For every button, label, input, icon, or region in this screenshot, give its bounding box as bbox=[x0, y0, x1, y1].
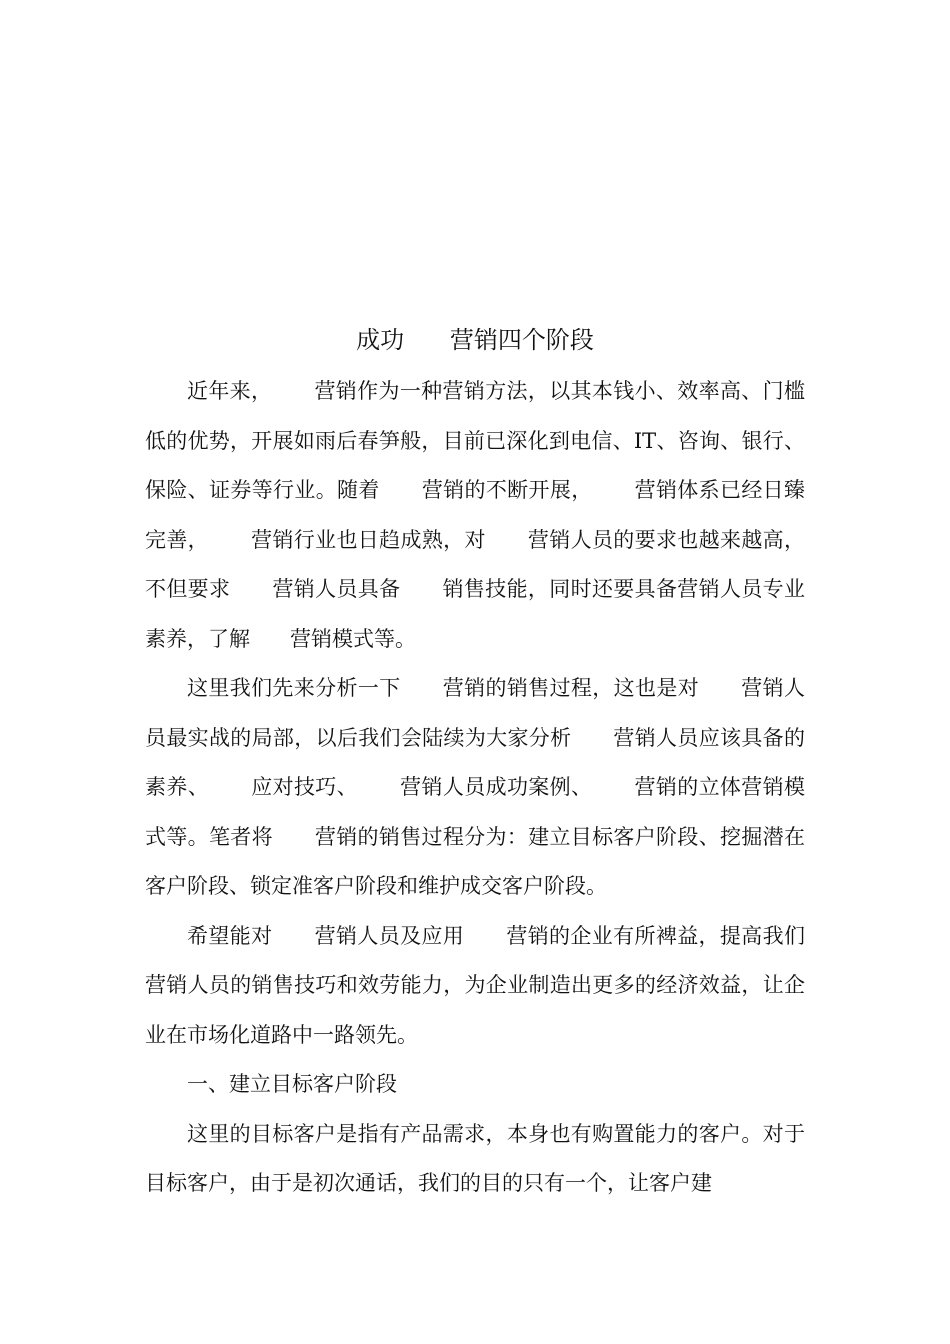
document-body bbox=[145, 367, 846, 1209]
paragraph-sales-process: 这里我们先来分析一下 营销的销售过程，这也是对 营销人员最实战的局部，以后我们会陆续为大家分析 营销人员应该具备的素养、 应对技巧、 营销人员成功案例、 营销的立体营销模式等。笔者将 营销的销售过程分为：建立目标客户阶段、挖掘潜在客户阶段、锁定准客户阶段和维护成交客户阶段。 bbox=[145, 676, 805, 898]
paragraph-target-customer: 这里的目标客户是指有产品需求，本身也有购置能力的客户。对于目标客户，由于是初次通话，我们的目的只有一个，让客户建 bbox=[145, 1121, 805, 1195]
paragraph-hope: 希望能对 营销人员及应用 营销的企业有所裨益，提高我们 营销人员的销售技巧和效劳能力，为企业制造出更多的经济效益，让企业在市场化道路中一路领先。 bbox=[145, 923, 846, 1047]
document-title: 成功 营销四个阶段 bbox=[356, 326, 594, 354]
paragraph-intro: 近年来， 营销作为一种营销方法，以其本钱小、效率高、门槛低的优势，开展如雨后春笋般，目前已深化到电信、IT、咨询、银行、保险、证券等行业。随着 营销的不断开展， 营销体系已经日臻完善， 营销行业也日趋成熟，对 营销人员的要求也越来越高，不但要求 营销人员具备 销售技能，同时还要具备营销人员专业素养，了解 营销模式等。 bbox=[145, 379, 805, 651]
section-heading-target-customer: 一、建立目标客户阶段 bbox=[187, 1072, 397, 1096]
